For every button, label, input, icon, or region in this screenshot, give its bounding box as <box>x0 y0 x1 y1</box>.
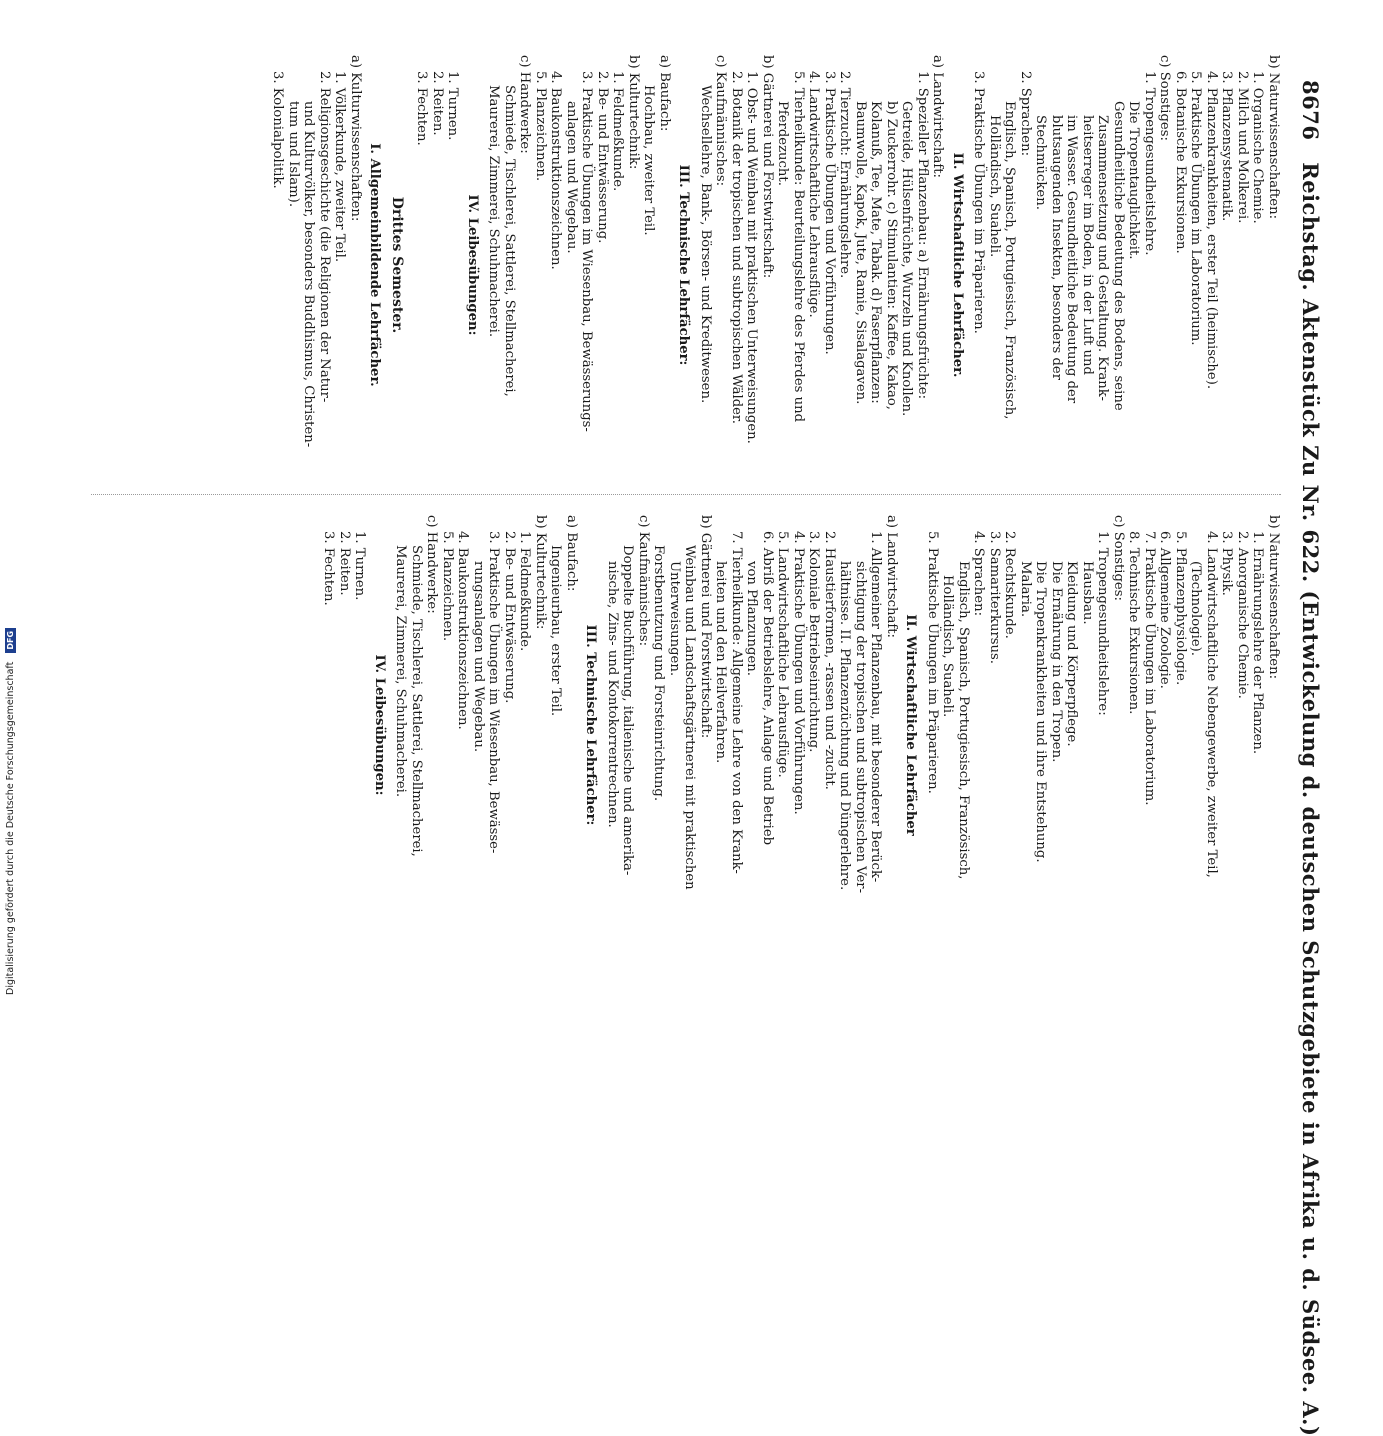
text-line: 5. Tierheilkunde: Beurteilungslehre des Pferdes und <box>791 71 806 423</box>
text-line: b) Naturwissenschaften: <box>1266 55 1281 220</box>
text-line: Wechsellehre, Bank-, Börsen- und Kreditwesen. <box>698 85 713 404</box>
text-line: 3. Physik. <box>1219 531 1235 596</box>
text-line: (Technologie). <box>1188 561 1204 656</box>
text-line: von Pflanzungen. <box>744 561 760 676</box>
text-line: Gesundheitliche Bedeutung des Bodens, seine <box>1111 101 1126 411</box>
text-line: anlagen und Wegebau. <box>564 101 579 254</box>
text-line: Die Tropenkrankheiten und ihre Entstehung. <box>1033 561 1049 863</box>
text-line: 1. Organische Chemie. <box>1250 71 1266 224</box>
text-line: 6. Botanische Exkursionen. <box>1173 71 1188 254</box>
text-line: 1. Tropengesundheitslehre. <box>1142 71 1157 256</box>
text-line: b) Kulturtechnik: <box>626 55 641 170</box>
text-line: 4. Landwirtschaftliche Nebengewerbe, zweiter Teil, <box>1204 531 1219 878</box>
page-title: Reichstag. Aktenstück Zu Nr. 622. (Entwickelung d. deutschen Schutzgebiete in Afrika u. d. Südsee. A.) <box>1298 162 1323 1436</box>
text-line: 2. Religionsgeschichte (die Religionen der Natur- <box>317 71 332 403</box>
text-line: a) Baufach: <box>657 55 672 132</box>
text-line: 2. Anorganische Chemie. <box>1235 531 1250 699</box>
text-line: 5. Pflanzenphysiologie. <box>1173 531 1188 686</box>
column-divider <box>91 494 1281 495</box>
text-line: Holländisch, Suaheli. <box>940 575 956 718</box>
text-line: 3. Praktische Übungen im Präparieren. <box>971 71 987 334</box>
text-line: Englisch, Spanisch, Portugiesisch, Französisch, <box>1002 101 1018 420</box>
text-line: 1. Völkerkunde, zweiter Teil. <box>332 71 348 263</box>
text-line: 2. Botanik der tropischen und subtropischen Wälder. <box>729 71 744 424</box>
section-heading: III. Technische Lehrfächer: <box>676 164 692 366</box>
dfg-logo: DFG <box>5 628 16 653</box>
text-line: 2. Be- und Entwässerung. <box>595 71 610 244</box>
page-header <box>1298 80 1323 1436</box>
digitization-notice <box>5 628 16 995</box>
text-line: 5. Landwirtschaftliche Lehrausflüge. <box>775 531 791 778</box>
text-line: 8. Technische Exkursionen. <box>1126 531 1142 715</box>
text-line: b) Gärtnerei und Forstwirtschaft: <box>698 515 713 739</box>
text-line: Getreide, Hülsenfrüchte, Wurzeln und Knollen. <box>899 101 915 417</box>
text-line: Zusammensetzung und Gestaltung. Krank- <box>1095 115 1111 401</box>
text-line: Kolanuß, Tee, Mate, Tabak. d) Faserpflanzen: <box>868 101 884 404</box>
digitization-text: Digitalisierung gefördert durch die Deutsche Forschungsgemeinschaft <box>5 661 16 995</box>
section-heading: IV. Leibesübungen: <box>465 194 480 336</box>
text-line: b) Kulturtechnik: <box>533 515 548 630</box>
text-line: Holländisch, Suaheli. <box>987 115 1002 258</box>
text-line: 5. Planzeichnen. <box>533 71 548 182</box>
text-line: a) Baufach: <box>564 515 579 592</box>
text-line: 2. Tierzucht: Ernährungslehre. <box>837 71 853 279</box>
text-line: 3. Praktische Übungen und Vorführungen. <box>822 71 837 355</box>
text-line: c) Handwerke: <box>517 55 533 154</box>
text-line: und Kulturvölker, besonders Buddhismus, Christen- <box>301 101 317 448</box>
text-line: Ingenieurbau, erster Teil. <box>548 545 564 717</box>
text-line: 5. Planzeichnen. <box>440 531 455 642</box>
text-line: 4. Baukonstruktionszeichnen. <box>455 531 471 730</box>
text-line: tum und Islam). <box>286 101 301 208</box>
text-line: a) Landwirtschaft: <box>930 55 946 178</box>
text-line: Unterweisungen. <box>667 561 682 677</box>
text-line: Maurerei, Zimmerei, Schuhmacherei. <box>486 85 502 338</box>
text-line: 1. Obst- und Weinbau mit praktischen Unterweisungen. <box>744 71 760 444</box>
text-line: 1. Turnen. <box>352 531 368 601</box>
text-line: 3. Pflanzensystematik. <box>1219 71 1235 222</box>
text-line: 1. Feldmeßkunde. <box>610 71 626 192</box>
text-line: Die Ernährung in den Tropen. <box>1049 561 1064 763</box>
text-line: 7. Praktische Übungen im Laboratorium. <box>1142 531 1157 806</box>
text-line: 4. Landwirtschaftliche Lehrausflüge. <box>806 71 822 318</box>
text-line: 6. Allgemeine Zoologie. <box>1157 531 1173 689</box>
text-line: Die Tropentauglichkeit. <box>1126 101 1142 260</box>
left-column <box>270 55 1281 475</box>
text-line: 1. Tropengesundheitslehre: <box>1095 531 1111 716</box>
text-line: 2. Be- und Entwässerung. <box>502 531 517 704</box>
text-line: Baumwolle, Kapok, Jute, Ramie, Sisalagaven. <box>853 101 868 405</box>
text-line: 4. Baukonstruktionszeichnen. <box>548 71 564 270</box>
section-heading: I. Allgemeinbildende Lehrfächer. <box>367 143 383 387</box>
text-line: Stechmücken. <box>1033 115 1049 210</box>
text-line: 6. Abriß der Betriebslehre, Anlage und Betrieb <box>760 531 775 846</box>
text-line: Malaria. <box>1018 561 1033 618</box>
text-line: 3. Kolonialpolitik. <box>270 71 286 189</box>
text-line: 3. Fechten. <box>414 71 430 146</box>
text-line: 2. Reiten. <box>337 531 352 596</box>
text-line: hältnisse. II. Pflanzenzüchtung und Düngerlehre. <box>837 561 853 891</box>
section-heading: II. Wirtschaftliche Lehrfächer. <box>950 152 965 378</box>
text-line: rungsanlagen und Wegebau. <box>471 561 486 753</box>
text-line: c) Handwerke: <box>424 515 440 614</box>
text-line: c) Kaufmännisches: <box>636 515 651 647</box>
text-line: 2. Reiten. <box>430 71 445 136</box>
text-line: 3. Praktische Übungen im Wiesenbau, Bewässe- <box>486 531 502 854</box>
text-line: Hausbau. <box>1080 561 1095 625</box>
text-line: 3. Samariterkursus. <box>987 531 1002 664</box>
section-heading: III. Technische Lehrfächer: <box>583 624 599 826</box>
text-line: 3. Fechten. <box>321 531 337 606</box>
right-column <box>321 515 1281 935</box>
section-heading: IV. Leibesübungen: <box>372 654 387 796</box>
text-line: a) Kulturwissenschaften: <box>348 55 363 222</box>
text-line: 5. Praktische Übungen im Laboratorium. <box>1188 71 1204 346</box>
text-line: 1. Spezieller Pflanzenbau: a) Ernährungsfrüchte: <box>915 71 930 400</box>
text-line: a) Landwirtschaft: <box>884 515 899 638</box>
text-line: Pferdezucht. <box>775 101 791 186</box>
semester-heading: Drittes Semester. <box>389 196 405 334</box>
text-line: im Wasser. Gesundheitliche Bedeutung der <box>1064 115 1080 404</box>
text-line: nische, Zins- und Kontokorrentrechnen. <box>605 561 620 828</box>
text-line: sichtigung der tropischen und subtropischen Ver- <box>853 561 868 894</box>
text-line: Schmiede, Tischlerei, Sattlerei, Stellmacherei, <box>409 545 424 857</box>
text-line: Weinbau und Landschaftsgärtnerei mit praktischen <box>682 545 698 890</box>
text-line: 3. Koloniale Betriebseinrichtung. <box>806 531 822 753</box>
text-line: 7. Tierheilkunde: Allgemeine Lehre von den Krank- <box>729 531 744 874</box>
text-line: 4. Pflanzenkrankheiten, erster Teil (heimische). <box>1204 71 1219 390</box>
text-line: 3. Praktische Übungen im Wiesenbau, Bewässerungs- <box>579 71 595 432</box>
text-line: 2. Sprachen: <box>1018 71 1033 157</box>
text-line: 5. Praktische Übungen im Präparieren. <box>925 531 940 794</box>
page-number: 8676 <box>1298 80 1323 141</box>
text-line: heitserreger im Boden, in der Luft und <box>1080 115 1095 375</box>
text-line: blutsaugenden Insekten, besonders der <box>1049 115 1064 380</box>
text-line: c) Kaufmännisches: <box>713 55 729 187</box>
text-line: 2. Haustierformen, -rassen und -zucht. <box>822 531 837 790</box>
text-line: b) Gärtnerei und Forstwirtschaft: <box>760 55 775 279</box>
text-line: Hochbau, zweiter Teil. <box>641 85 657 236</box>
text-line: 1. Turnen. <box>445 71 461 141</box>
text-line: 1. Ernährungslehre der Pflanzen. <box>1250 531 1266 755</box>
text-line: Englisch, Spanisch, Portugiesisch, Französisch, <box>956 561 971 880</box>
text-line: heiten und den Heilverfahren. <box>713 561 729 764</box>
text-line: 2. Rechtskunde. <box>1002 531 1018 639</box>
text-line: 1. Feldmeßkunde. <box>517 531 533 652</box>
text-line: c) Sonstiges: <box>1111 515 1126 601</box>
text-line: Forstbenutzung und Forsteinrichtung. <box>651 545 667 802</box>
text-line: Kleidung und Körperpflege. <box>1064 561 1080 747</box>
text-line: b) Zuckerrohr. c) Stimulantien: Kaffee, Kakao, <box>884 101 899 410</box>
text-line: Doppelte Buchführung, italienische und amerika- <box>620 545 636 876</box>
text-line: b) Naturwissenschaften: <box>1266 515 1281 680</box>
text-line: Maurerei, Zimmerei, Schuhmacherei. <box>393 545 409 798</box>
text-line: 2. Milch und Molkerei. <box>1235 71 1250 224</box>
text-line: 4. Sprachen: <box>971 531 987 617</box>
text-line: Schmiede, Tischlerei, Sattlerei, Stellmacherei, <box>502 85 517 397</box>
text-line: c) Sonstiges: <box>1157 55 1173 141</box>
text-line: 4. Praktische Übungen und Vorführungen. <box>791 531 806 815</box>
text-line: 1. Allgemeiner Pflanzenbau, mit besonderer Berück- <box>868 531 884 883</box>
section-heading: II. Wirtschaftliche Lehrfächer <box>903 614 919 836</box>
